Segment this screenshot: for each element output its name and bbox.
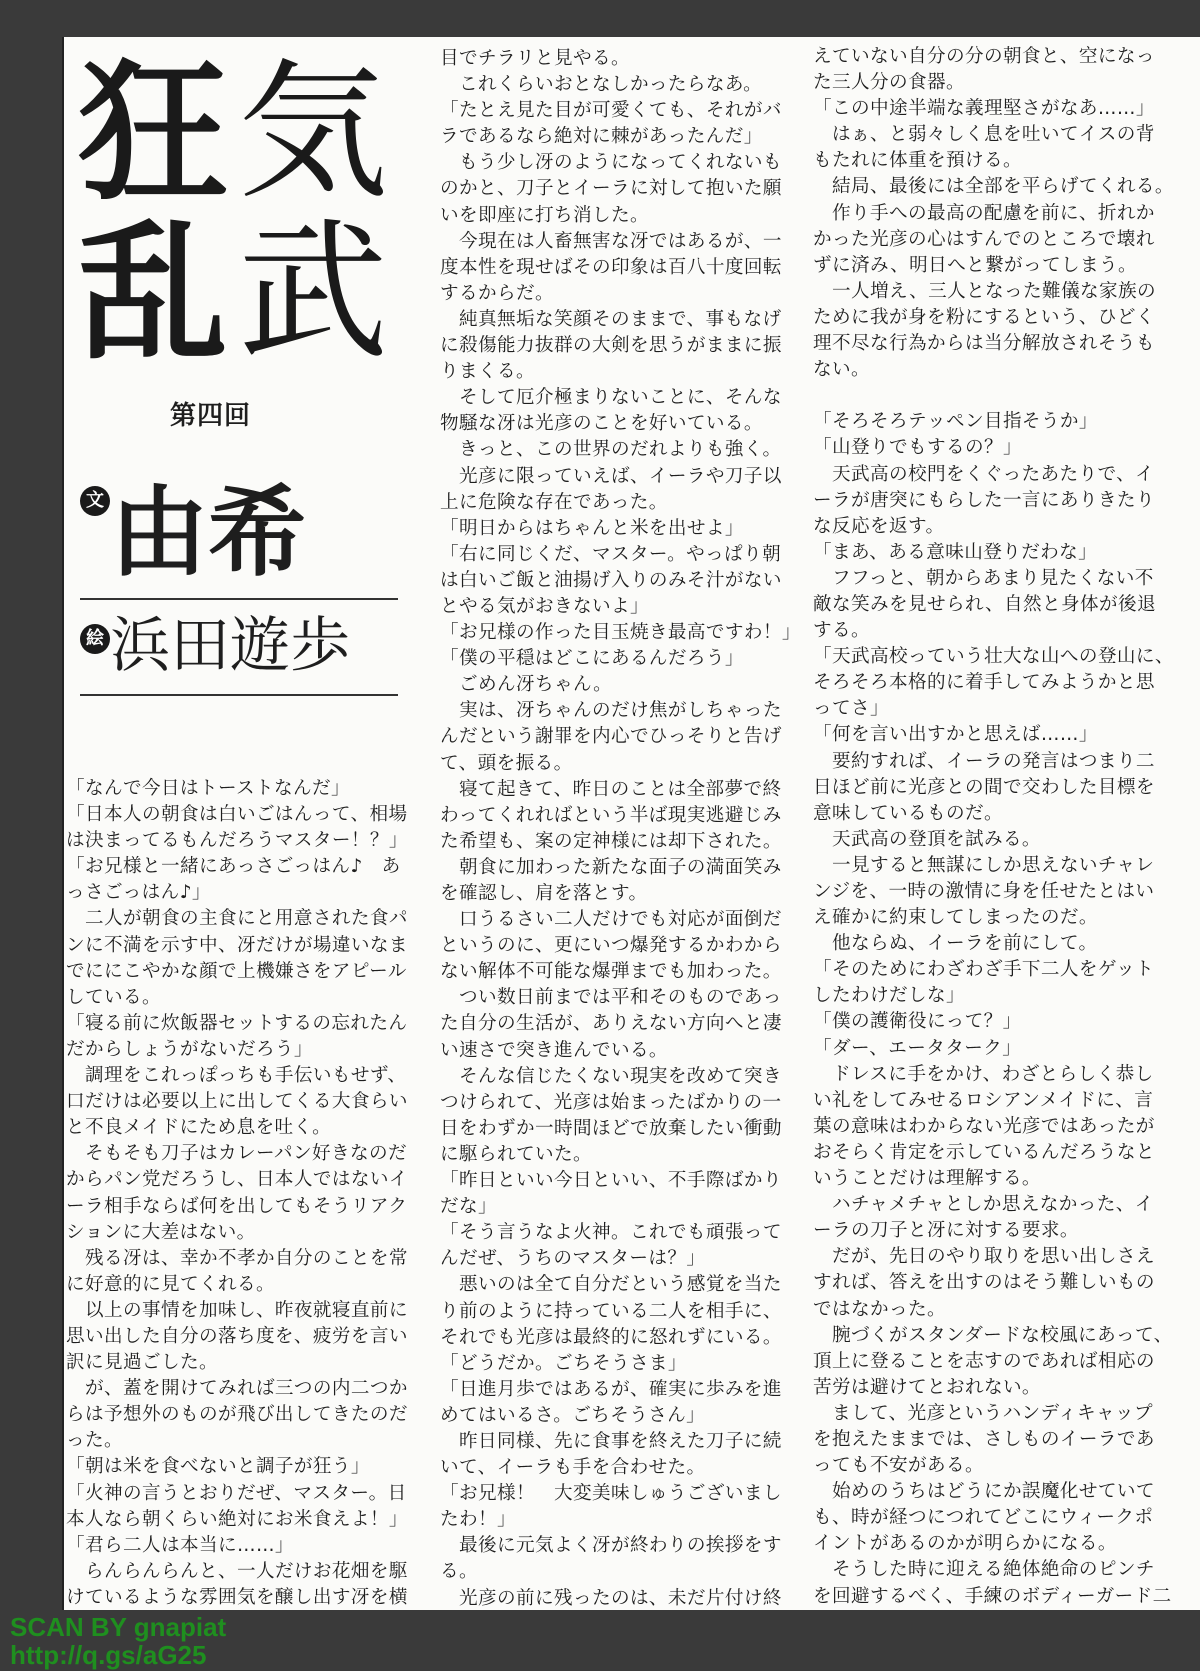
text-line: でににこやかな顔で上機嫌さをアピール: [66, 960, 407, 982]
text-line: 「天武高校っていう壮大な山への登山に、: [813, 646, 1174, 668]
text-line: 口うるさい二人だけでも対応が面倒だ: [440, 909, 782, 931]
text-line: わってくれればという半ば現実逃避じみ: [440, 804, 782, 826]
text-line: 目でチラリと見やる。: [440, 48, 630, 69]
text-line: おそらく肯定を示しているんだろうなと: [813, 1141, 1155, 1163]
text-line: ラであるなら絶対に棘があったんだ」: [440, 126, 763, 148]
text-line: らは予想外のものが飛び出してきたのだ: [66, 1404, 408, 1426]
text-line: いうことだけは理解する。: [813, 1168, 1041, 1190]
text-line: するからだ。: [440, 282, 554, 304]
text-line: え確かに約束してしまったのだ。: [813, 907, 1098, 929]
text-line: とやる気がおきないよ」: [440, 595, 649, 617]
text-line: はぁ、と弱々しく息を吐いてイスの背: [813, 124, 1155, 146]
text-line: ンに不満を示す中、冴だけが場違いなま: [66, 934, 408, 956]
text-line: 一人増え、三人となった難儀な家族の: [813, 280, 1157, 302]
text-line: 「そろそろテッペン目指そうか」: [813, 411, 1098, 433]
text-line: 「ダー、エータターク」: [813, 1037, 1022, 1059]
illustrator-name: 浜田遊歩: [110, 611, 350, 681]
title-char: 狂: [78, 45, 229, 221]
text-line: 天武高の登頂を試みる。: [813, 828, 1041, 850]
text-line: いを即座に打ち消した。: [440, 204, 649, 226]
text-line: 「そう言うなよ火神。これでも頑張って: [440, 1222, 782, 1244]
text-line: 日ほど前に光彦との間で交わした目標を: [813, 776, 1155, 798]
text-line: きっと、この世界のだれよりも強く。: [440, 439, 782, 461]
text-line: 「お兄様！ 大変美味しゅうございまし: [440, 1483, 782, 1505]
text-line: 訳に見過ごした。: [66, 1352, 218, 1374]
text-line: 苦労は避けてとおれない。: [813, 1376, 1041, 1398]
text-line: すれば、答えを出すのはそう難しいもの: [813, 1272, 1155, 1294]
text-line: 意味しているものだ。: [813, 802, 1003, 824]
text-line: 天武高の校門をくぐったあたりで、イ: [813, 463, 1155, 485]
text-line: ーラが唐突にもらした一言にありきたり: [813, 489, 1155, 511]
text-line: ではなかった。: [813, 1298, 946, 1320]
text-line: 「お兄様の作った目玉焼き最高ですわ！」: [440, 622, 801, 644]
text-line: ずに済み、明日へと繋がってしまう。: [813, 254, 1138, 276]
text-line: のかと、刀子とイーラに対して抱いた願: [440, 178, 782, 200]
text-line: 「山登りでもするの？」: [813, 437, 1022, 459]
text-line: る。: [440, 1561, 478, 1583]
text-line: 光彦に限っていえば、イーラや刀子以: [440, 465, 782, 487]
text-line: と不良メイドにため息を吐く。: [66, 1117, 332, 1139]
text-line: 純真無垢な笑顔そのままで、事もなげ: [440, 308, 782, 330]
text-line: は決まってるもんだろうマスター！？」: [66, 830, 408, 852]
text-line: に駆られていた。: [440, 1143, 592, 1165]
text-line: 昨日同様、先に食事を終えた刀子に続: [440, 1430, 782, 1452]
text-line: そんな信じたくない現実を改めて突き: [440, 1065, 782, 1087]
title-char: 武: [238, 206, 389, 380]
watermark-scan-credit: SCAN BY gnapiat: [10, 1612, 227, 1642]
text-line: 実は、冴ちゃんのだけ焦がしちゃった: [440, 700, 782, 722]
text-line: た自分の生活が、ありえない方向へと凄: [440, 1013, 782, 1035]
text-line: んだぜ、うちのマスターは？」: [440, 1248, 706, 1270]
text-line: ごめん冴ちゃん。: [440, 674, 613, 696]
text-line: つけられて、光彦は始まったばかりの一: [440, 1091, 782, 1113]
text-line: んだという謝罪を内心でひっそりと告げ: [440, 726, 782, 748]
text-line: 理不尽な行為からは当分解放されそうも: [813, 333, 1155, 355]
text-line: ンジを、一時の激情に身を任せたとはい: [813, 881, 1155, 902]
text-line: りまくる。: [440, 361, 535, 383]
text-line: そして厄介極まりないことに、そんな: [440, 387, 782, 409]
text-line: めてはいるさ。ごちそうさん」: [440, 1404, 706, 1426]
text-line: だな」: [440, 1196, 497, 1218]
text-line: そろそろ本格的に着手してみようかと思: [813, 672, 1155, 694]
text-line: っても不安がある。: [813, 1455, 984, 1477]
text-line: り前のように持っている二人を相手に、: [440, 1300, 782, 1322]
text-line: 口だけは必要以上に出してくる大食らい: [66, 1091, 408, 1113]
text-line: 本人なら朝くらい絶対にお米食えよ！」: [66, 1508, 408, 1530]
text-line: が、蓋を開けてみれば三つの内二つか: [66, 1378, 408, 1400]
text-line: ーラ相手ならば何を出してもそうリアク: [66, 1195, 408, 1217]
illustrator-badge: 絵: [80, 624, 110, 654]
text-line: まして、光彦というハンディキャップ: [813, 1402, 1154, 1424]
text-line: 「そのためにわざわざ手下二人をゲット: [813, 959, 1155, 981]
text-line: フフっと、朝からあまり見たくない不: [813, 567, 1154, 589]
text-line: かった光彦の心はすんでのところで壊れ: [813, 228, 1155, 250]
text-line: いて、イーラも手を合わせた。: [440, 1457, 706, 1479]
writer-name: 由希: [110, 476, 307, 590]
title-char: 乱: [78, 205, 229, 381]
text-line: 「どうだか。ごちそうさま」: [440, 1352, 687, 1374]
text-column-2: [440, 46, 800, 1612]
text-line: けているような雰囲気を醸し出す冴を横: [66, 1586, 408, 1608]
text-line: [813, 383, 1173, 409]
text-line: 二人が朝食の主食にと用意された食パ: [66, 908, 408, 930]
text-line: い礼をしてみせるロシアンメイドに、言: [813, 1089, 1154, 1111]
text-line: えていない自分の分の朝食と、空になっ: [813, 46, 1155, 67]
text-line: 「僕の平穏はどこにあるんだろう」: [440, 648, 744, 670]
text-line: 思い出した自分の落ち度を、疲労を言い: [66, 1325, 408, 1347]
text-line: は白いご飯と油揚げ入りのみそ汁がない: [440, 569, 782, 591]
divider: [80, 694, 398, 696]
text-line: もう少し冴のようになってくれないも: [440, 152, 782, 174]
text-line: った。: [66, 1430, 123, 1452]
text-line: 作り手への最高の配慮を前に、折れか: [813, 202, 1155, 224]
text-line: を抱えたままでは、さしものイーラであ: [813, 1428, 1155, 1450]
text-line: い速さで突き進んでいる。: [440, 1039, 668, 1061]
title-char: 気: [238, 46, 389, 220]
text-line: て、頭を振る。: [440, 752, 573, 774]
page-edge: [62, 37, 64, 1610]
text-line: だからしょうがないだろう」: [66, 1038, 313, 1060]
text-line: 「僕の護衛役にって？」: [813, 1011, 1022, 1033]
text-line: 要約すれば、イーラの発言はつまり二: [813, 750, 1155, 772]
text-line: 度本性を現せばその印象は百八十度回転: [440, 256, 782, 278]
text-line: ーラの刀子と冴に対する要求。: [813, 1220, 1079, 1242]
text-line: そもそも刀子はカレーパン好きなのだ: [66, 1143, 407, 1165]
text-line: 「何を言い出すかと思えば……」: [813, 724, 1098, 746]
text-line: 「火神の言うとおりだぜ、マスター。日: [66, 1482, 407, 1504]
text-line: したわけだしな」: [813, 985, 965, 1007]
episode-number: 第四回: [170, 401, 252, 431]
text-line: ってさ」: [813, 698, 889, 720]
text-column-1: [66, 776, 426, 1611]
text-line: 一見すると無謀にしか思えないチャレ: [813, 854, 1155, 876]
text-line: というのに、更にいつ爆発するかわから: [440, 935, 782, 957]
text-line: 「右に同じくだ、マスター。やっぱり朝: [440, 543, 782, 565]
text-line: ない解体不可能な爆弾までも加わった。: [440, 961, 782, 983]
text-line: 「日進月歩ではあるが、確実に歩みを進: [440, 1378, 782, 1400]
text-line: イントがあるのかが明らかになる。: [813, 1533, 1117, 1555]
text-line: に殺傷能力抜群の大剣を思うがままに振: [440, 335, 782, 357]
text-line: たわ！」: [440, 1509, 516, 1531]
text-line: 結局、最後には全部を平らげてくれる。: [813, 176, 1174, 198]
text-line: 光彦の前に残ったのは、未だ片付け終: [440, 1587, 782, 1609]
text-line: 「お兄様と一緒にあっさごっはん♪ あ: [66, 856, 401, 878]
text-column-3: [813, 44, 1173, 1610]
text-line: 「日本人の朝食は白いごはんって、相場: [66, 804, 408, 826]
text-line: 物騒な冴は光彦のことを好いている。: [440, 413, 763, 435]
text-line: な反応を返す。: [813, 515, 945, 537]
text-line: ない。: [813, 359, 870, 381]
text-line: 「明日からはちゃんと米を出せよ」: [440, 517, 744, 539]
divider: [80, 598, 398, 600]
text-line: ションに大差はない。: [66, 1221, 256, 1243]
text-line: 今現在は人畜無害な冴ではあるが、一: [440, 230, 782, 252]
text-line: 「まあ、ある意味山登りだわな」: [813, 541, 1098, 563]
text-line: 最後に元気よく冴が終わりの挨拶をす: [440, 1535, 782, 1557]
text-line: 頂上に登ることを志すのであれば相応の: [813, 1350, 1155, 1372]
text-line: 朝食に加わった新たな面子の満面笑み: [440, 856, 782, 878]
text-line: 他ならぬ、イーラを前にして。: [813, 933, 1098, 955]
text-line: 敵な笑みを見せられ、自然と身体が後退: [813, 593, 1157, 615]
text-line: そうした時に迎える絶体絶命のピンチ: [813, 1559, 1155, 1581]
text-line: 調理をこれっぽっちも手伝いもせず、: [66, 1065, 407, 1087]
text-line: 腕づくがスタンダードな校風にあって、: [813, 1324, 1173, 1346]
text-line: 「たとえ見た目が可愛くても、それがバ: [440, 100, 782, 122]
text-line: 「この中途半端な義理堅さがなあ……」: [813, 98, 1155, 120]
text-line: 以上の事情を加味し、昨夜就寝直前に: [66, 1299, 408, 1321]
watermark-url: http://q.gs/aG25: [10, 1640, 207, 1670]
text-line: 悪いのは全て自分だという感覚を当た: [440, 1274, 782, 1296]
text-line: これくらいおとなしかったらなあ。: [440, 74, 763, 96]
text-line: だが、先日のやり取りを思い出しさえ: [813, 1246, 1155, 1268]
text-line: 日をわずか一時間ほどで放棄したい衝動: [440, 1117, 782, 1139]
text-line: つい数日前までは平和そのものであっ: [440, 987, 782, 1009]
text-line: している。: [66, 986, 161, 1008]
text-line: それでも光彦は最終的に怒れずにいる。: [440, 1326, 782, 1348]
text-line: も、時が経つにつれてどこにウィークポ: [813, 1507, 1154, 1529]
text-line: 「君ら二人は本当に……」: [66, 1534, 294, 1556]
text-line: もたれに体重を預ける。: [813, 150, 1022, 172]
writer-badge: 文: [80, 486, 110, 516]
text-line: 「昨日といい今日といい、不手際ばかり: [440, 1170, 782, 1192]
text-line: する。: [813, 620, 870, 642]
text-line: からパン党だろうし、日本人ではないイ: [66, 1169, 408, 1191]
text-line: た希望も、案の定神様には却下された。: [440, 830, 782, 852]
text-line: 始めのうちはどうにか誤魔化せていて: [813, 1481, 1155, 1503]
text-line: 残る冴は、幸か不孝か自分のことを常: [66, 1247, 408, 1269]
text-line: を確認し、肩を落とす。: [440, 883, 648, 904]
text-line: た三人分の食器。: [813, 72, 965, 94]
text-line: ハチャメチャとしか思えなかった、イ: [813, 1194, 1154, 1216]
text-line: を回避するべく、手練のボディーガード二: [813, 1585, 1172, 1607]
text-line: らんらんらんと、一人だけお花畑を駆: [66, 1560, 408, 1582]
text-line: ために我が身を粉にするという、ひどく: [813, 306, 1155, 328]
text-line: 「朝は米を食べないと調子が狂う」: [66, 1456, 370, 1478]
text-line: ドレスに手をかけ、わざとらしく恭し: [813, 1063, 1154, 1085]
text-line: 「寝る前に炊飯器セットするの忘れたん: [66, 1012, 408, 1034]
text-line: 上に危険な存在であった。: [440, 491, 668, 513]
text-line: 「なんで今日はトーストなんだ」: [66, 778, 350, 799]
text-line: 葉の意味はわからない光彦ではあったが: [813, 1115, 1155, 1137]
text-line: 寝て起きて、昨日のことは全部夢で終: [440, 778, 782, 800]
text-line: に好意的に見てくれる。: [66, 1273, 275, 1295]
text-line: っさごっはん♪」: [66, 882, 211, 904]
